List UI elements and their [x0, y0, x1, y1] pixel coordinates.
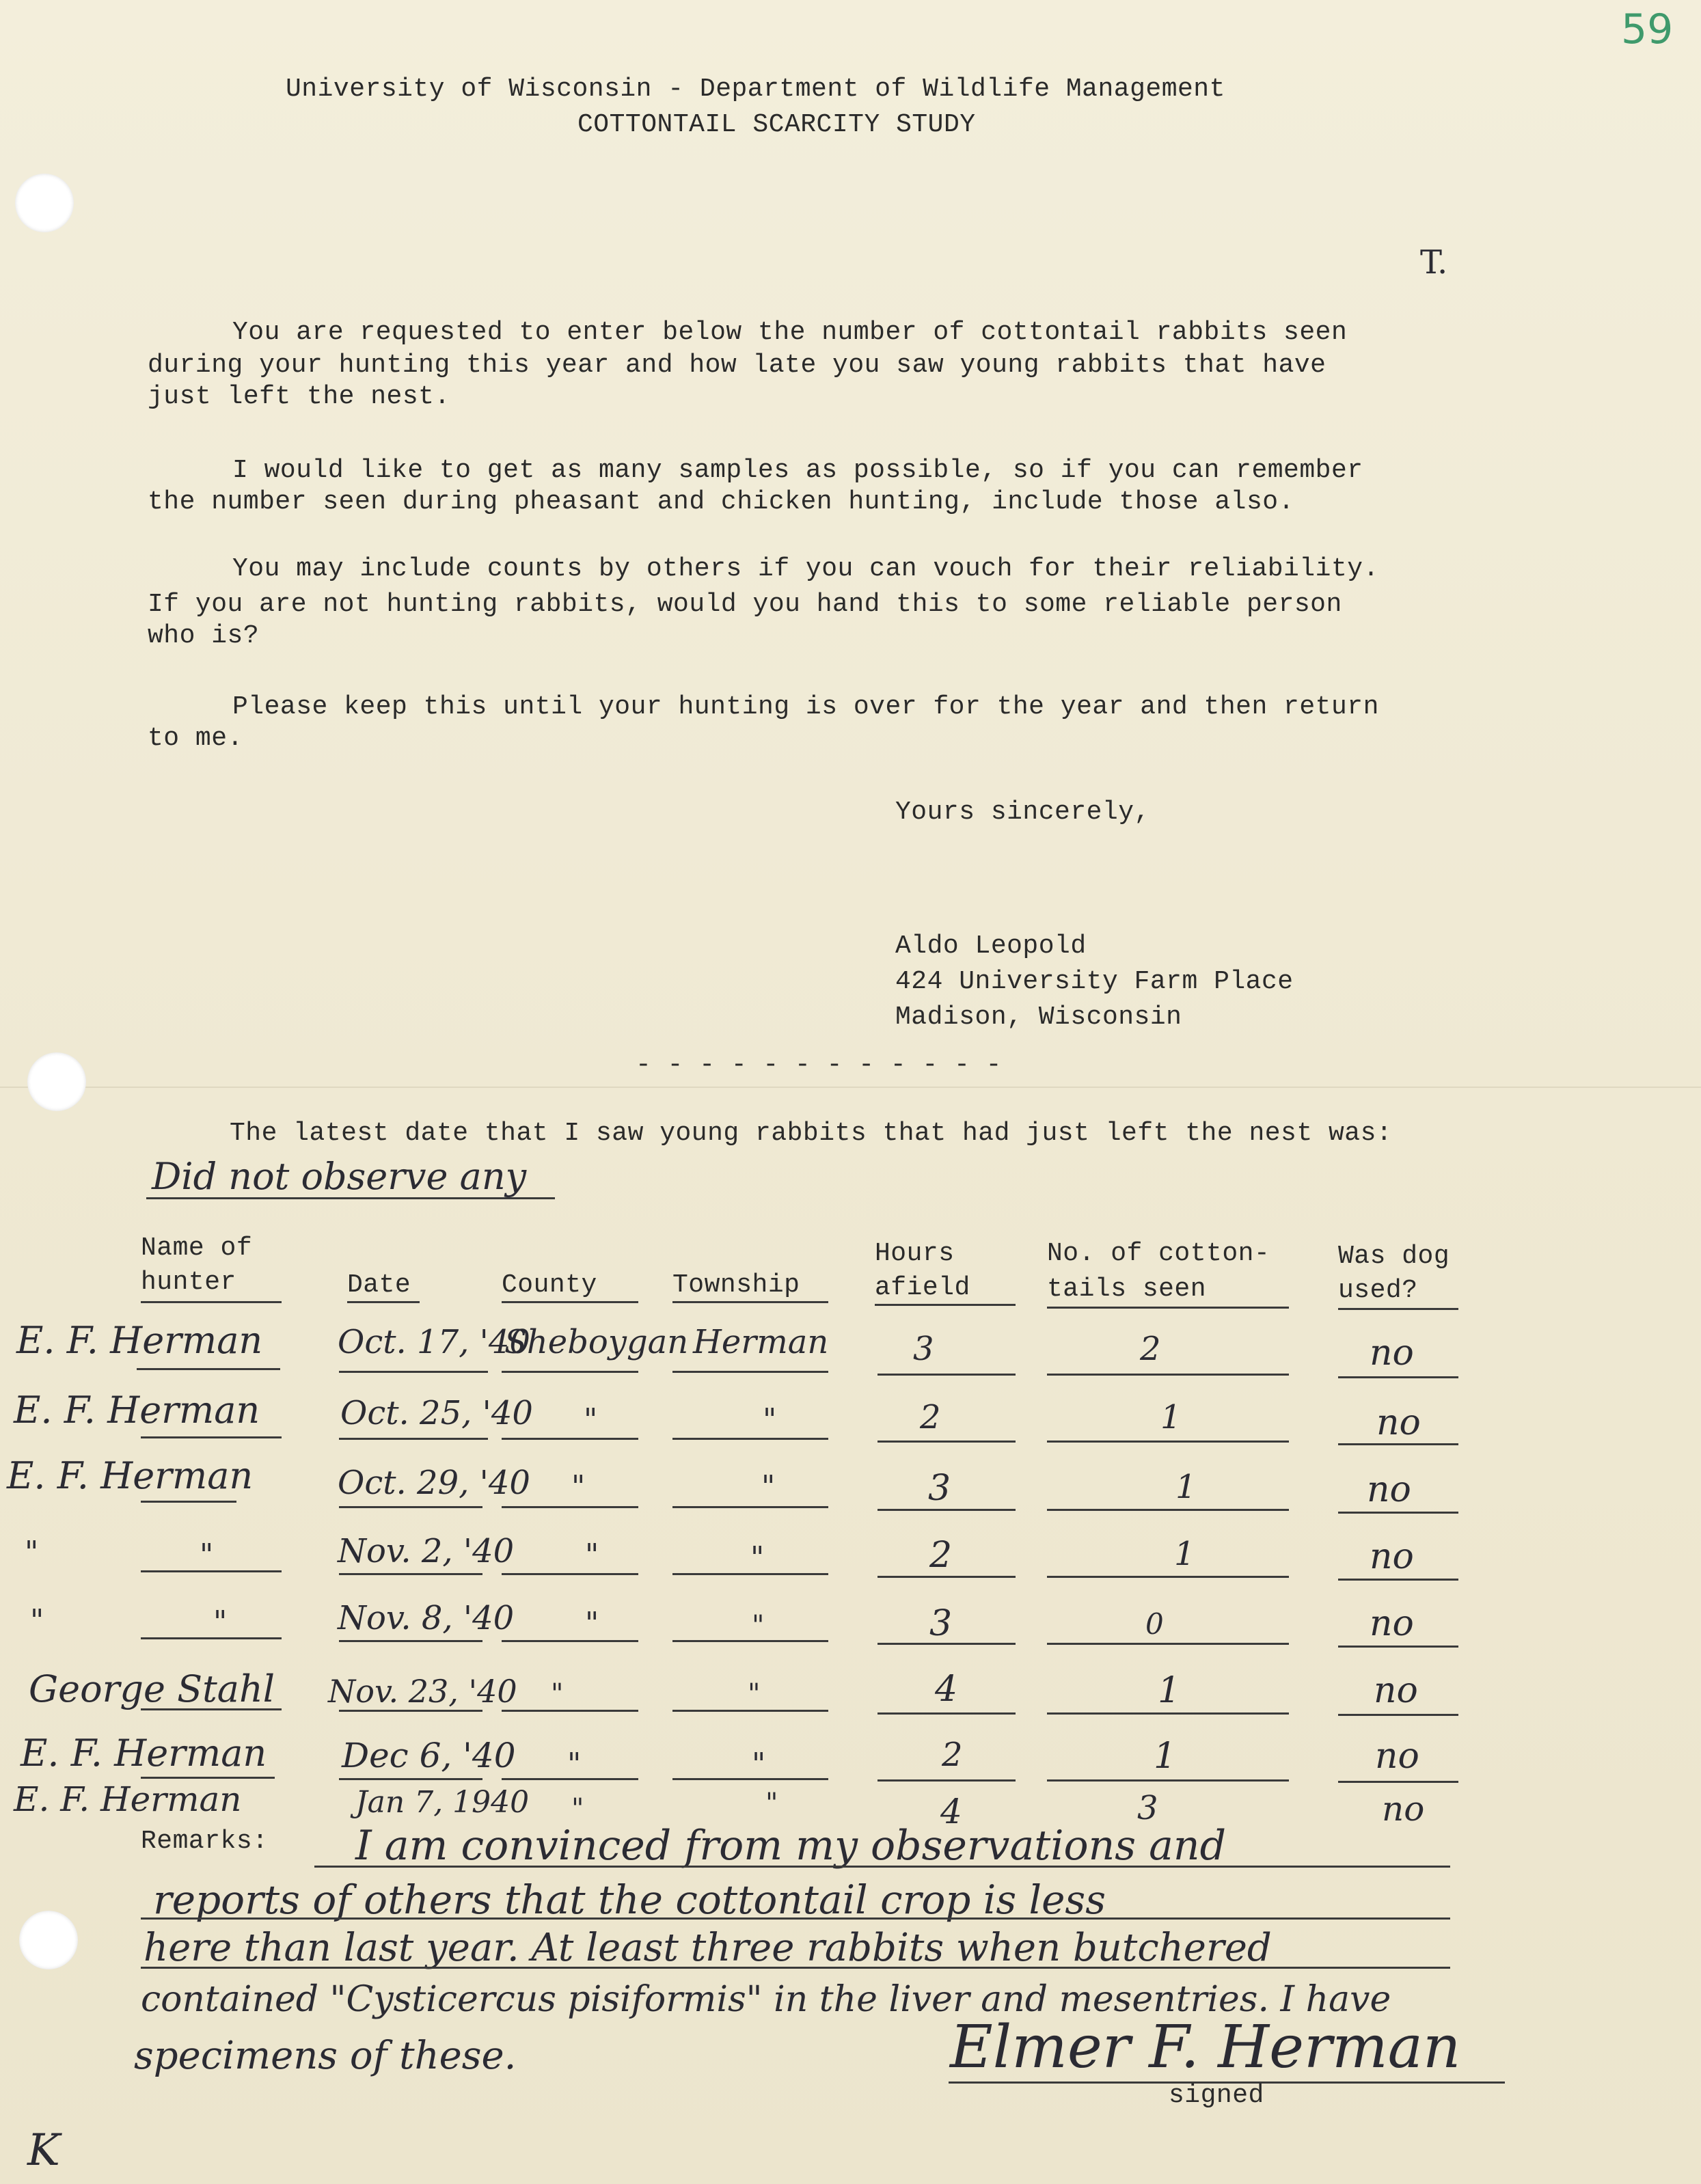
row-seen: 1: [1175, 1468, 1197, 1506]
row-seen-underline: [1047, 1712, 1289, 1715]
row-hunter-underline: [137, 1368, 280, 1370]
row-township-underline: [672, 1506, 828, 1508]
row-township-underline: [672, 1710, 828, 1712]
signature-label: signed: [1169, 2081, 1264, 2110]
row-dog-underline: [1338, 1512, 1458, 1514]
header-hours-line-2: afield: [875, 1273, 970, 1302]
row-date: Oct. 25, '40: [340, 1394, 533, 1432]
paper-fold: [0, 1087, 1701, 1088]
row-hours-underline: [877, 1712, 1016, 1715]
paragraph-4-line-2: to me.: [148, 724, 243, 753]
remarks-underline: [141, 1917, 1450, 1920]
header-underline: [1338, 1308, 1458, 1310]
row-date-underline: [339, 1778, 482, 1780]
remarks-line-1: I am convinced from my observations and: [355, 1822, 1226, 1870]
row-date: Nov. 2, '40: [338, 1532, 515, 1570]
punch-hole: [19, 1911, 78, 1969]
row-dog: no: [1370, 1603, 1414, 1644]
row-hunter: E. F. Herman: [16, 1319, 263, 1362]
row-county: ": [585, 1538, 599, 1572]
row-hunter-underline: [141, 1637, 282, 1639]
row-dog-underline: [1338, 1714, 1458, 1716]
row-county: ": [585, 1606, 599, 1641]
row-township-underline: [672, 1438, 828, 1440]
remarks-line-3: here than last year. At least three rabbits when butchered: [144, 1926, 1272, 1970]
corner-mark: T.: [1420, 243, 1448, 282]
header-hunter-line-1: Name of: [141, 1233, 253, 1263]
row-county: Sheboygan: [504, 1323, 689, 1361]
remarks-underline: [314, 1866, 1450, 1868]
row-hunter: George Stahl: [29, 1667, 275, 1710]
header-underline: [672, 1301, 828, 1303]
latest-date-question: The latest date that I saw young rabbits that had just left the nest was:: [230, 1119, 1393, 1148]
row-county: ": [571, 1469, 586, 1504]
letter-closing: Yours sincerely,: [895, 797, 1150, 827]
header-dog-line-2: used?: [1338, 1276, 1418, 1305]
row-hunter-underline: [141, 1501, 236, 1503]
header-underline: [347, 1301, 420, 1303]
row-hours-underline: [877, 1779, 1016, 1782]
row-date-underline: [339, 1371, 488, 1373]
handwritten-signature: Elmer F. Herman: [950, 2013, 1461, 2081]
row-seen-underline: [1047, 1779, 1289, 1782]
row-county-underline: [502, 1438, 638, 1440]
row-hunter: ": [25, 1535, 39, 1570]
header-study: COTTONTAIL SCARCITY STUDY: [577, 110, 976, 139]
paragraph-1-line-1: You are requested to enter below the number of cottontail rabbits seen: [232, 318, 1348, 347]
row-seen: 1: [1160, 1398, 1182, 1436]
punch-hole: [27, 1052, 86, 1111]
signer-name: Aldo Leopold: [895, 931, 1087, 961]
row-date-underline: [339, 1438, 488, 1440]
row-hours: 2: [942, 1736, 963, 1774]
header-underline: [502, 1301, 638, 1303]
row-township: ": [763, 1402, 777, 1437]
signer-address: 424 University Farm Place: [895, 967, 1294, 996]
row-date: Jan 7, 1940: [355, 1785, 530, 1820]
row-county-underline: [502, 1506, 638, 1508]
row-township-underline: [672, 1573, 828, 1575]
row-hunter: E. F. Herman: [7, 1454, 254, 1497]
row-hours: 3: [913, 1330, 934, 1368]
remarks-line-4: contained "Cysticercus pisiformis" in the liver and mesentries. I have: [141, 1979, 1391, 2020]
row-seen: 2: [1140, 1330, 1161, 1368]
row-seen-underline: [1047, 1576, 1289, 1578]
header-county: County: [502, 1270, 597, 1300]
row-hours: 2: [920, 1398, 941, 1436]
row-county-underline: [502, 1371, 638, 1373]
row-dog: no: [1370, 1333, 1414, 1374]
paragraph-3-line-3: who is?: [148, 621, 260, 651]
row-dog-underline: [1338, 1646, 1458, 1648]
row-hunter: E. F. Herman: [14, 1389, 260, 1432]
remarks-underline: [141, 1967, 1450, 1969]
header-dog-line-1: Was dog: [1338, 1242, 1450, 1271]
header-cottontails-line-2: tails seen: [1047, 1274, 1207, 1304]
row-dog: no: [1376, 1402, 1421, 1443]
row-township-underline: [672, 1371, 828, 1373]
row-seen: 0: [1145, 1607, 1164, 1641]
row-hours-underline: [877, 1576, 1016, 1578]
latest-date-answer: Did not observe any: [152, 1155, 527, 1198]
row-hours: 3: [929, 1603, 953, 1644]
row-county: ": [567, 1747, 582, 1782]
row-date-underline: [339, 1573, 482, 1575]
header-underline: [875, 1304, 1016, 1306]
row-seen-underline: [1047, 1374, 1289, 1376]
remarks-label: Remarks:: [141, 1827, 269, 1856]
header-underline: [1047, 1307, 1289, 1309]
row-township-underline: [672, 1778, 828, 1780]
row-township: ": [761, 1469, 776, 1504]
row-date: Oct. 29, '40: [338, 1464, 530, 1502]
row-hunter-ditto: ": [200, 1538, 214, 1572]
row-hours-underline: [877, 1374, 1016, 1376]
row-date: Dec 6, '40: [342, 1736, 516, 1775]
row-township-underline: [672, 1640, 828, 1642]
row-hunter: ": [30, 1603, 44, 1638]
paragraph-1-line-2: during your hunting this year and how late you saw young rabbits that have: [148, 351, 1326, 380]
row-seen-underline: [1047, 1441, 1289, 1443]
row-seen: 1: [1174, 1535, 1195, 1573]
row-township: ": [750, 1540, 765, 1575]
row-date-underline: [339, 1710, 482, 1712]
row-township: ": [748, 1678, 761, 1710]
row-hours-underline: [877, 1509, 1016, 1511]
row-hunter-underline: [141, 1436, 282, 1438]
paragraph-2-line-1: I would like to get as many samples as possible, so if you can remember: [232, 456, 1363, 485]
row-hours: 4: [940, 1792, 962, 1831]
row-county-underline: [502, 1778, 638, 1780]
row-seen: 1: [1158, 1670, 1181, 1711]
row-dog: no: [1374, 1670, 1418, 1711]
row-dog: no: [1370, 1536, 1414, 1577]
row-hunter-underline: [141, 1570, 282, 1572]
paragraph-3-line-2: If you are not hunting rabbits, would you hand this to some reliable person: [148, 590, 1342, 619]
paragraph-2-line-2: the number seen during pheasant and chicken hunting, include those also.: [148, 487, 1294, 517]
row-date-underline: [339, 1506, 482, 1508]
page-number: 59: [1621, 5, 1674, 53]
row-dog-underline: [1338, 1579, 1458, 1581]
row-dog: no: [1382, 1789, 1425, 1829]
row-hunter-ditto: ": [213, 1605, 228, 1639]
row-date: Oct. 17, '40: [338, 1323, 530, 1361]
row-county: ": [584, 1402, 598, 1437]
row-dog-underline: [1338, 1443, 1458, 1445]
row-county-underline: [502, 1573, 638, 1575]
row-hours: 3: [928, 1468, 951, 1509]
row-dog: no: [1375, 1736, 1419, 1777]
paragraph-3-line-1: You may include counts by others if you can vouch for their reliability.: [232, 554, 1379, 584]
row-date: Nov. 8, '40: [338, 1599, 515, 1637]
row-township: Herman: [693, 1323, 829, 1361]
row-date-underline: [339, 1640, 482, 1642]
row-seen-underline: [1047, 1509, 1289, 1511]
header-institution: University of Wisconsin - Department of Wildlife Management: [286, 74, 1225, 104]
row-hunter-underline: [141, 1777, 275, 1779]
remarks-line-2: reports of others that the cottontail crop is less: [153, 1876, 1106, 1923]
header-underline: [141, 1301, 282, 1303]
row-hours: 2: [929, 1535, 953, 1576]
row-date: Nov. 23, '40: [328, 1673, 517, 1710]
latest-date-underline: [146, 1197, 555, 1199]
row-township: ": [752, 1610, 765, 1641]
row-county-underline: [502, 1640, 638, 1642]
row-county-underline: [502, 1710, 638, 1712]
header-township: Township: [672, 1270, 800, 1300]
header-date: Date: [347, 1270, 411, 1300]
row-dog-underline: [1338, 1376, 1458, 1378]
row-hours: 4: [935, 1669, 958, 1710]
row-dog-underline: [1338, 1781, 1458, 1783]
row-county: ": [571, 1793, 584, 1825]
bottom-mark: K: [27, 2125, 60, 2176]
paragraph-4-line-1: Please keep this until your hunting is over for the year and then return: [232, 692, 1379, 722]
header-cottontails-line-1: No. of cotton-: [1047, 1239, 1270, 1268]
row-hunter-underline: [141, 1708, 282, 1710]
row-dog: no: [1367, 1469, 1411, 1510]
row-hours-underline: [877, 1643, 1016, 1645]
row-hunter: E. F. Herman: [21, 1732, 267, 1775]
row-seen: 1: [1154, 1736, 1177, 1777]
row-township: ": [752, 1747, 766, 1782]
row-seen-underline: [1047, 1643, 1289, 1645]
signer-city: Madison, Wisconsin: [895, 1002, 1182, 1032]
row-county: ": [551, 1678, 564, 1710]
row-seen: 3: [1137, 1789, 1158, 1827]
header-hours-line-1: Hours: [875, 1239, 955, 1268]
row-hours-underline: [877, 1441, 1016, 1443]
paragraph-1-line-3: just left the nest.: [148, 382, 450, 411]
remarks-line-5: specimens of these.: [134, 2034, 517, 2078]
section-divider: - - - - - - - - - - - -: [636, 1050, 1002, 1080]
punch-hole: [15, 174, 74, 232]
header-hunter-line-2: hunter: [141, 1268, 236, 1297]
row-hunter: E. F. Herman: [14, 1779, 242, 1819]
row-township: ": [765, 1788, 778, 1819]
